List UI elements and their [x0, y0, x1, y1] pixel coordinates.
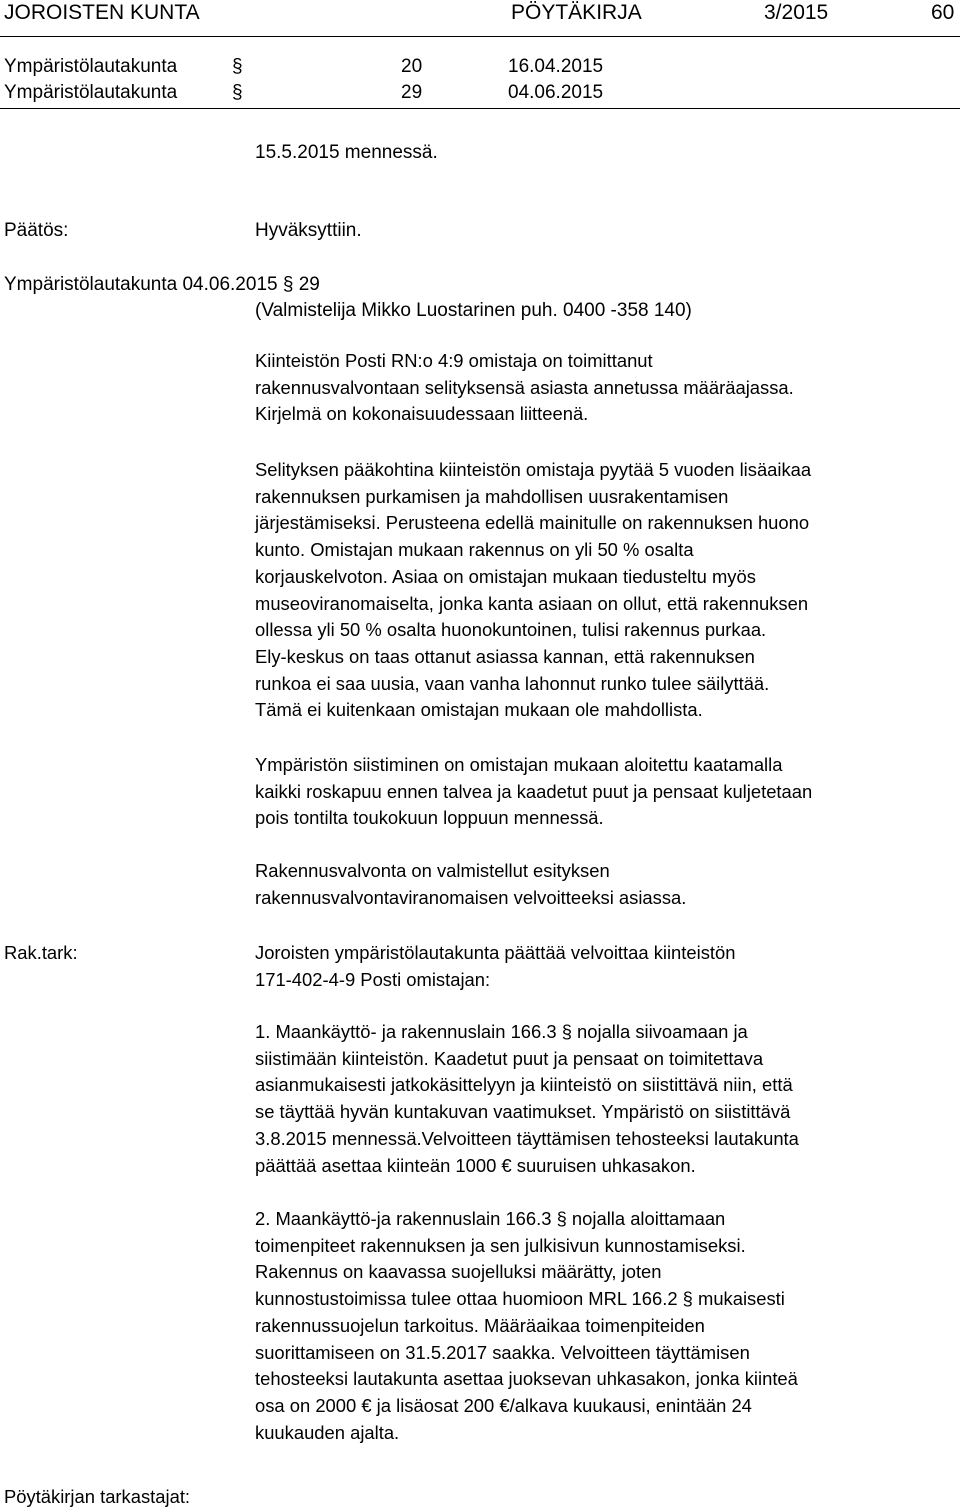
paragraph-2: Selityksen pääkohtina kiinteistön omistaja pyytää 5 vuoden lisäaikaa rakennuksen purkamisen ja mahdollisen uusrakentamisen järjestämiseksi. Perusteena edellä mainitulle on rakennuksen huono kunto. Omistajan mukaan rakennus on yli 50 % osalta korjauskelvoton. Asiaa on omistajan mukaan tiedusteltu myös museoviranomaiselta, jonka kanta asiaan on ollut, että rakennuksen ollessa yli 50 % osalta huonokuntoinen, tulisi rakennus purkaa. Ely-keskus on taas ottanut asiassa kannan, että rakennuksen runkoa ei saa uusia, vaan vanha lahonnut runko tulee säilyttää. Tämä ei kuitenkaan omistajan mukaan ole mahdollista. — [255, 459, 812, 721]
section-sign: § — [282, 274, 294, 295]
proposal-point-2: 2. Maankäyttö-ja rakennuslain 166.3 § nojalla aloittamaan toimenpiteet rakennuksen ja sen julkisivun kunnostamiseksi. Rakennus on kaavassa suojelluksi määrätty, joten kunnostustoimissa tulee ottaa huomioon MRL 166.2 § mukaisesti rakennussuojelun tarkoitus. Määräaikaa toimenpiteiden suorittamiseen on 31.5.2017 saakka. Velvoitteen täyttämisen tehosteeksi lautakunta asettaa juoksevan uhkasakon, jonka kiinteä osa on 2000 € ja lisäosat 200 €/alkava kuukausi, enintään 24 kuukauden ajalta. — [255, 1208, 798, 1443]
meeting-body-1: Ympäristölautakunta — [4, 56, 178, 77]
preparer-line: (Valmistelija Mikko Luostarinen puh. 0400 -358 140) — [255, 300, 692, 321]
section-sign-2: § — [232, 82, 243, 103]
doc-number: 3/2015 — [764, 1, 829, 24]
proposal-intro: Joroisten ympäristölautakunta päättää velvoittaa kiinteistön 171-402-4-9 Posti omistajan: — [255, 942, 736, 990]
meeting-body-2: Ympäristölautakunta — [4, 82, 178, 103]
doc-type: PÖYTÄKIRJA — [511, 1, 642, 24]
paragraph-1: Kiinteistön Posti RN:o 4:9 omistaja on toimittanut rakennusvalvontaan selityksensä asiasta annetussa määräajassa. Kirjelmä on kokonaisuudessaan liitteenä. — [255, 350, 794, 425]
meeting-ref-prefix: Ympäristölautakunta 04.06.2015 — [4, 274, 283, 295]
proposal-label: Rak.tark: — [4, 942, 78, 963]
decision-label: Päätös: — [4, 220, 69, 241]
meeting-num-1: 20 — [401, 56, 423, 77]
meeting-rule — [0, 108, 960, 109]
page-number: 60 — [931, 1, 955, 24]
header-rule — [0, 36, 960, 37]
decision-value: Hyväksyttiin. — [255, 220, 362, 241]
meeting-ref-num: 29 — [293, 274, 320, 295]
paragraph-4: Rakennusvalvonta on valmistellut esityksen rakennusvalvontaviranomaisen velvoitteeksi asiassa. — [255, 860, 687, 908]
item-meeting-ref — [4, 272, 320, 299]
proposal-point-1: 1. Maankäyttö- ja rakennuslain 166.3 § nojalla siivoamaan ja siistimään kiinteistön. Kaadetut puut ja pensaat on toimitettava asianmukaisesti jatkokäsittelyyn ja kiinteistö on siistittävä niin, että se täyttää hyvän kuntakuvan vaatimukset. Ympäristö on siistittävä 3.8.2015 mennessä.Velvoitteen täyttämisen tehosteeksi lautakunta päättää asettaa kiinteän 1000 € suuruisen uhkasakon. — [255, 1021, 799, 1176]
org-name: JOROISTEN KUNTA — [4, 1, 200, 24]
section-sign-1: § — [232, 56, 243, 77]
inspectors-label: Pöytäkirjan tarkastajat: — [4, 1486, 191, 1507]
paragraph-3: Ympäristön siistiminen on omistajan mukaan aloitettu kaatamalla kaikki roskapuu ennen talvea ja kaadetut puut ja pensaat kuljetetaan pois tontilta toukokuun loppuun mennessä. — [255, 754, 813, 829]
meeting-num-2: 29 — [401, 82, 423, 103]
meeting-date-2: 04.06.2015 — [508, 82, 604, 103]
meeting-date-1: 16.04.2015 — [508, 56, 604, 77]
deadline-line: 15.5.2015 mennessä. — [255, 142, 438, 163]
